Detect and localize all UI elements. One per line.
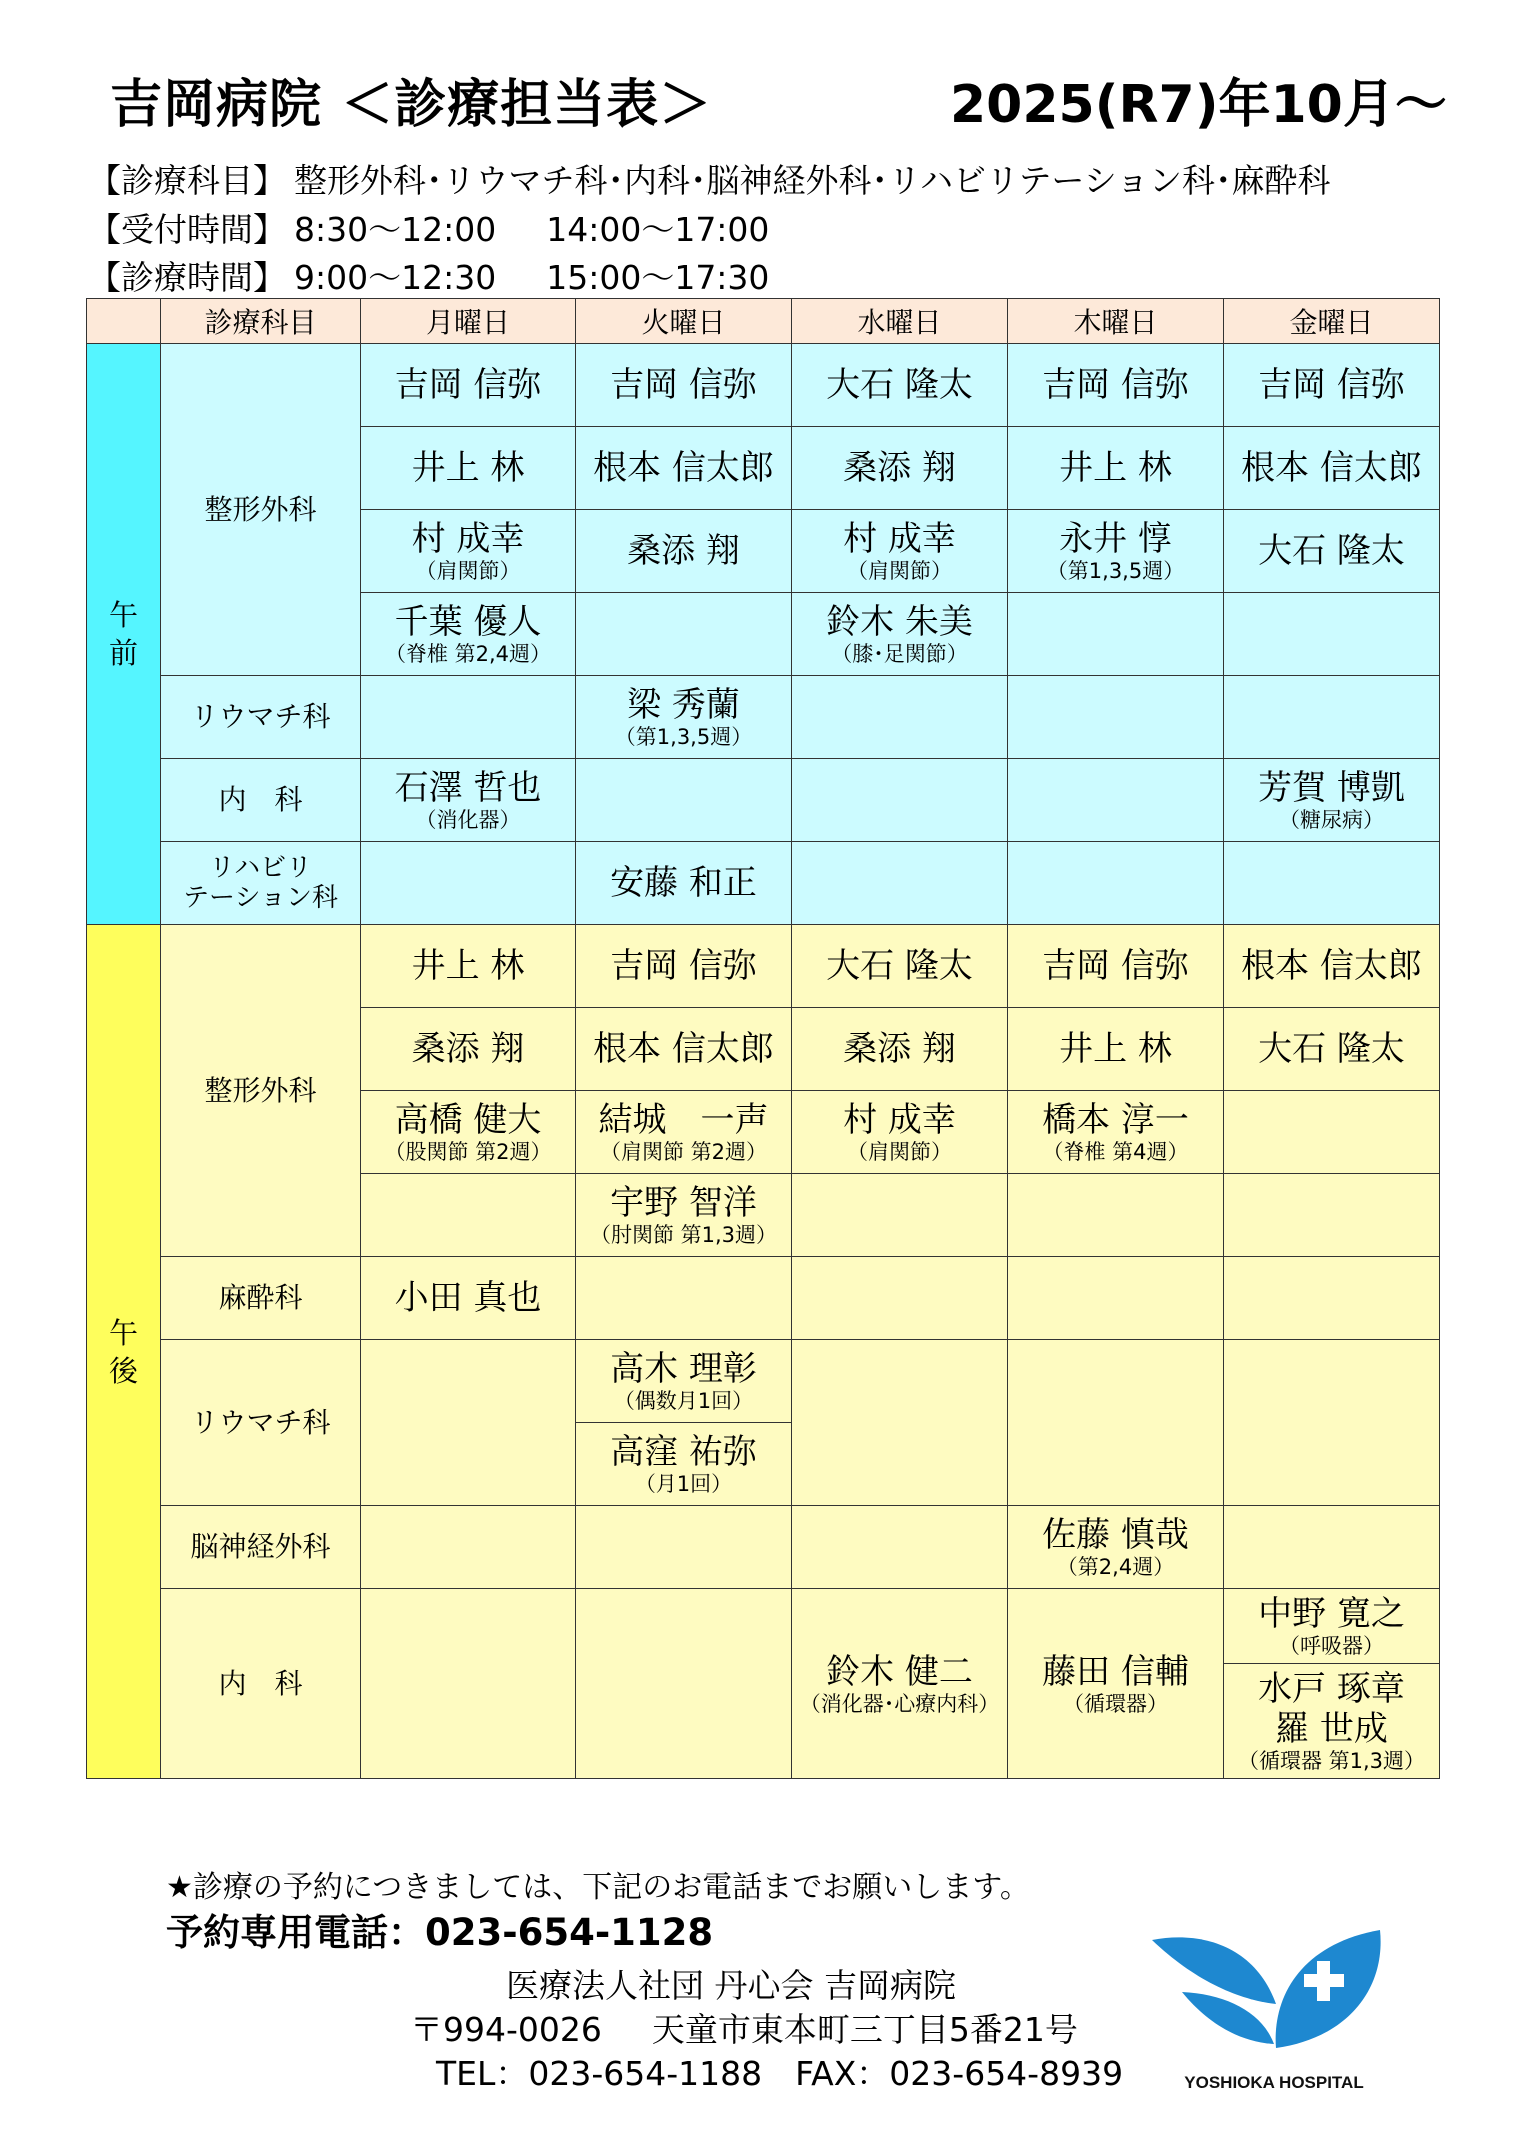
schedule-cell — [792, 676, 1008, 759]
doctor-name: 梁 秀蘭 — [627, 685, 740, 725]
schedule-cell — [576, 344, 792, 427]
doctor-name: 千葉 優人 — [394, 602, 542, 642]
schedule-cell — [792, 1008, 1008, 1091]
doctor-name: 吉岡 信弥 — [394, 365, 542, 405]
schedule-cell — [361, 1091, 576, 1174]
doctor-note: （脊椎 第4週） — [1042, 1140, 1189, 1164]
consultation-pm: 15:00～17:30 — [546, 258, 770, 297]
effective-date: 2025(R7)年10月～ — [950, 75, 1447, 135]
doctor-name: 吉岡 信弥 — [1042, 365, 1189, 405]
schedule-cell — [1224, 1506, 1440, 1589]
doctor-name: 永井 惇 — [1059, 519, 1172, 559]
doctor-note: （偶数月1回） — [613, 1389, 754, 1413]
doctor-name: 吉岡 信弥 — [1042, 946, 1189, 986]
doctor-name: 吉岡 信弥 — [1258, 365, 1405, 405]
reservation-phone: 予約専用電話：023-654-1128 — [166, 1911, 714, 1954]
am-dept-internal: 内 科 — [161, 759, 361, 842]
schedule-table — [86, 298, 1440, 1779]
schedule-cell — [361, 842, 576, 925]
schedule-cell — [1224, 427, 1440, 510]
schedule-cell — [1008, 510, 1224, 593]
page-title: 吉岡病院 ＜診療担当表＞ — [110, 75, 713, 135]
schedule-cell — [361, 925, 576, 1008]
am-label: 午 前 — [87, 344, 161, 925]
schedule-cell-empty — [361, 1340, 576, 1506]
tel-fax: TEL：023-654-1188 FAX：023-654-8939 — [436, 2054, 1124, 2093]
doctor-name: 村 成幸 — [843, 1100, 956, 1140]
schedule-cell — [1008, 925, 1224, 1008]
doctor-name: 羅 世成 — [1275, 1709, 1388, 1749]
schedule-cell — [1008, 1008, 1224, 1091]
doctor-name: 大石 隆太 — [1258, 531, 1405, 571]
doctor-name: 大石 隆太 — [1258, 1029, 1405, 1069]
doctor-note: （肩関節） — [847, 559, 952, 583]
pm-neuro-row — [87, 1506, 1440, 1589]
header-dept: 診療科目 — [161, 299, 361, 344]
schedule-cell — [1224, 344, 1440, 427]
header-row — [87, 299, 1440, 344]
doctor-name: 水戸 琢章 — [1258, 1669, 1405, 1709]
schedule-cell — [1008, 1589, 1224, 1779]
schedule-cell — [576, 1506, 792, 1589]
schedule-cell — [792, 759, 1008, 842]
doctor-note: （肩関節） — [847, 1140, 952, 1164]
schedule-cell — [1224, 676, 1440, 759]
doctor-name: 鈴木 健二 — [826, 1651, 973, 1692]
header-fri: 金曜日 — [1224, 299, 1440, 344]
doctor-name: 藤田 信輔 — [1042, 1651, 1189, 1692]
pm-internal-row-1 — [87, 1589, 1440, 1664]
doctor-note: （肘関節 第1,3週） — [589, 1223, 778, 1247]
header-wed: 水曜日 — [792, 299, 1008, 344]
doctor-note: （脊椎 第2,4週） — [384, 642, 552, 666]
doctor-name: 桑添 翔 — [411, 1029, 525, 1069]
schedule-cell — [792, 1174, 1008, 1257]
am-rheum-row — [87, 676, 1440, 759]
consultation-am: 9:00～12:30 — [294, 258, 497, 297]
schedule-cell — [1224, 1257, 1440, 1340]
pm-dept-ortho: 整形外科 — [161, 925, 361, 1257]
schedule-cell — [1224, 593, 1440, 676]
schedule-cell — [361, 427, 576, 510]
doctor-note: （循環器 第1,3週） — [1237, 1749, 1426, 1773]
doctor-note: （糖尿病） — [1279, 808, 1384, 832]
am-rehab-row — [87, 842, 1440, 925]
doctor-note: （循環器） — [1063, 1691, 1168, 1716]
schedule-cell — [1008, 842, 1224, 925]
organization-name: 医療法人社団 丹心会 吉岡病院 — [506, 1966, 956, 2005]
schedule-cell — [1008, 427, 1224, 510]
doctor-name: 橋本 淳一 — [1042, 1100, 1189, 1140]
schedule-cell — [792, 344, 1008, 427]
doctor-name: 宇野 智洋 — [610, 1183, 757, 1223]
schedule-cell — [792, 1506, 1008, 1589]
doctor-name: 佐藤 慎哉 — [1042, 1515, 1189, 1555]
doctor-name: 桑添 翔 — [843, 448, 956, 488]
schedule-cell-empty — [1224, 1340, 1440, 1506]
schedule-cell — [792, 925, 1008, 1008]
header-corner — [87, 299, 161, 344]
schedule-cell — [1008, 1257, 1224, 1340]
doctor-name: 高窪 祐弥 — [610, 1432, 757, 1472]
doctor-note: （肩関節 第2週） — [599, 1140, 768, 1164]
schedule-cell — [361, 344, 576, 427]
am-dept-ortho: 整形外科 — [161, 344, 361, 676]
schedule-cell — [576, 1257, 792, 1340]
doctor-name: 大石 隆太 — [826, 946, 973, 986]
doctor-note: （月1回） — [634, 1472, 733, 1496]
doctor-name: 井上 林 — [1059, 448, 1172, 488]
schedule-cell — [576, 1174, 792, 1257]
doctor-name: 村 成幸 — [843, 519, 956, 559]
schedule-cell — [1224, 1174, 1440, 1257]
am-ortho-row-1 — [87, 344, 1440, 427]
doctor-note: （第1,3,5週） — [614, 725, 753, 749]
doctor-name: 小田 真也 — [394, 1278, 542, 1318]
schedule-cell — [792, 510, 1008, 593]
wing-cross-icon — [1144, 1926, 1404, 2096]
doctor-name: 鈴木 朱美 — [826, 602, 973, 642]
hospital-logo — [1144, 1926, 1404, 2096]
schedule-cell-empty — [1008, 1340, 1224, 1506]
schedule-cell — [1224, 1008, 1440, 1091]
reception-am: 8:30～12:00 — [294, 210, 497, 249]
schedule-cell — [576, 1008, 792, 1091]
doctor-name: 中野 寛之 — [1258, 1594, 1405, 1634]
doctor-name: 高木 理彰 — [610, 1349, 757, 1389]
am-dept-rehab: リハビリ テーション科 — [161, 842, 361, 925]
logo-text: YOSHIOKA HOSPITAL — [1184, 2073, 1364, 2092]
pm-dept-rheum: リウマチ科 — [161, 1340, 361, 1506]
schedule-cell — [361, 1506, 576, 1589]
pm-dept-anes: 麻酔科 — [161, 1257, 361, 1340]
consultation-label: 【診療時間】 — [88, 258, 286, 297]
doctor-note: （消化器） — [415, 808, 521, 832]
schedule-cell — [576, 510, 792, 593]
schedule-cell — [1224, 1589, 1440, 1664]
reception-pm: 14:00～17:00 — [546, 210, 770, 249]
doctor-name: 安藤 和正 — [610, 863, 757, 903]
schedule-cell — [792, 1589, 1008, 1779]
schedule-cell — [1008, 759, 1224, 842]
pm-ortho-row-1 — [87, 925, 1440, 1008]
pm-label: 午 後 — [87, 925, 161, 1779]
doctor-note: （膝･足関節） — [831, 642, 968, 666]
doctor-name: 村 成幸 — [411, 519, 525, 559]
schedule-cell — [1008, 593, 1224, 676]
departments-line — [88, 155, 1331, 202]
doctor-name: 根本 信太郎 — [593, 1029, 774, 1069]
schedule-cell — [792, 842, 1008, 925]
schedule-cell — [1224, 925, 1440, 1008]
schedule-cell — [576, 842, 792, 925]
schedule-cell — [1008, 1174, 1224, 1257]
schedule-cell — [576, 593, 792, 676]
schedule-cell — [792, 1091, 1008, 1174]
doctor-note: （股関節 第2週） — [384, 1140, 552, 1164]
doctor-note: （第1,3,5週） — [1046, 559, 1185, 583]
address-line — [410, 2004, 1078, 2051]
pm-dept-neuro: 脳神経外科 — [161, 1506, 361, 1589]
schedule-cell — [1008, 676, 1224, 759]
header-tue: 火曜日 — [576, 299, 792, 344]
doctor-name: 井上 林 — [411, 946, 525, 986]
doctor-note: （第2,4週） — [1056, 1555, 1175, 1579]
schedule-cell-empty — [361, 1589, 576, 1779]
pm-rheum-row-1 — [87, 1340, 1440, 1423]
schedule-cell — [361, 759, 576, 842]
schedule-cell — [576, 676, 792, 759]
schedule-cell — [1224, 1091, 1440, 1174]
doctor-name: 高橋 健大 — [394, 1100, 542, 1140]
schedule-cell — [576, 427, 792, 510]
schedule-cell-empty — [576, 1589, 792, 1779]
doctor-name: 井上 林 — [411, 448, 525, 488]
doctor-name: 吉岡 信弥 — [610, 946, 757, 986]
header-mon: 月曜日 — [361, 299, 576, 344]
schedule-cell — [1224, 759, 1440, 842]
schedule-cell — [576, 925, 792, 1008]
schedule-cell — [1008, 1506, 1224, 1589]
schedule-cell — [1008, 344, 1224, 427]
doctor-name: 桑添 翔 — [843, 1029, 956, 1069]
departments-value: 整形外科･リウマチ科･内科･脳神経外科･リハビリテーション科･麻酔科 — [294, 161, 1331, 200]
reception-label: 【受付時間】 — [88, 210, 286, 249]
doctor-note: （消化器･心療内科） — [799, 1691, 1000, 1716]
reception-hours-line — [88, 204, 769, 251]
schedule-cell — [576, 1423, 792, 1506]
schedule-cell — [361, 1257, 576, 1340]
schedule-cell — [361, 1174, 576, 1257]
schedule-cell-empty — [792, 1340, 1008, 1506]
header-thu: 木曜日 — [1008, 299, 1224, 344]
doctor-name: 芳賀 博凱 — [1258, 768, 1405, 808]
consultation-hours-line — [88, 252, 769, 299]
schedule-cell — [576, 1340, 792, 1423]
doctor-name: 桑添 翔 — [627, 531, 740, 571]
schedule-cell — [1224, 842, 1440, 925]
schedule-cell-multi — [1224, 1664, 1440, 1779]
address: 天童市東本町三丁目5番21号 — [651, 2010, 1078, 2049]
am-dept-rheum: リウマチ科 — [161, 676, 361, 759]
schedule-cell — [792, 427, 1008, 510]
pm-dept-internal: 内 科 — [161, 1589, 361, 1779]
schedule-cell — [361, 593, 576, 676]
doctor-name: 根本 信太郎 — [593, 448, 774, 488]
schedule-cell — [792, 1257, 1008, 1340]
doctor-note: （肩関節） — [415, 559, 521, 583]
schedule-cell — [1008, 1091, 1224, 1174]
doctor-name: 吉岡 信弥 — [610, 365, 757, 405]
schedule-cell — [576, 759, 792, 842]
doctor-name: 結城 一声 — [598, 1100, 769, 1140]
schedule-cell — [361, 1008, 576, 1091]
postal-code: 〒994-0026 — [410, 2010, 602, 2049]
doctor-name: 井上 林 — [1059, 1029, 1172, 1069]
schedule-cell — [1224, 510, 1440, 593]
doctor-name: 根本 信太郎 — [1241, 448, 1422, 488]
am-internal-row — [87, 759, 1440, 842]
schedule-cell — [361, 676, 576, 759]
doctor-name: 石澤 哲也 — [394, 768, 542, 808]
doctor-name: 根本 信太郎 — [1241, 946, 1422, 986]
schedule-cell — [576, 1091, 792, 1174]
doctor-note: （呼吸器） — [1279, 1634, 1384, 1658]
schedule-cell — [792, 593, 1008, 676]
schedule-cell — [361, 510, 576, 593]
departments-label: 【診療科目】 — [88, 161, 286, 200]
pm-anes-row — [87, 1257, 1440, 1340]
doctor-name: 大石 隆太 — [826, 365, 973, 405]
reservation-note: ★診療の予約につきましては、下記のお電話までお願いします。 — [166, 1870, 1030, 1905]
